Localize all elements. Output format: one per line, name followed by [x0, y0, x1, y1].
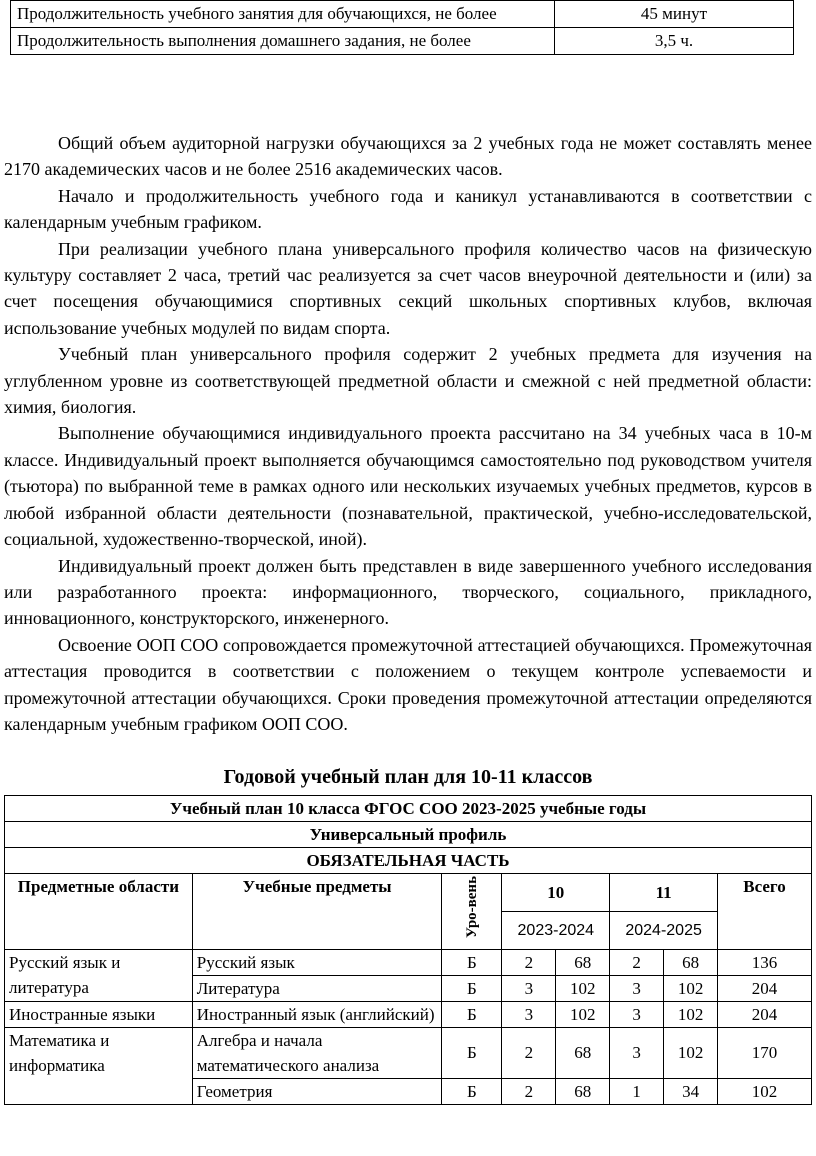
curriculum-table [4, 795, 812, 1105]
total-cell: 136 [718, 949, 812, 975]
subject-cell: Литература [192, 975, 442, 1001]
level-cell: Б [442, 1001, 502, 1027]
table-row [5, 949, 812, 975]
table-row [5, 1001, 812, 1027]
hours-cell: 68 [556, 1027, 610, 1078]
hours-cell: 34 [664, 1078, 718, 1104]
hours-cell: 68 [556, 949, 610, 975]
total-cell: 204 [718, 975, 812, 1001]
plan-title: Учебный план 10 класса ФГОС СОО 2023-2025 учебные годы [5, 796, 812, 822]
header-areas: Предметные области [5, 874, 193, 950]
level-cell: Б [442, 949, 502, 975]
table-row [11, 1, 794, 28]
level-cell: Б [442, 975, 502, 1001]
table-cell-label: Продолжительность учебного занятия для обучающихся, не более [11, 1, 555, 28]
hours-cell: 102 [556, 1001, 610, 1027]
hours-cell: 3 [610, 1001, 664, 1027]
header-year-11: 2024-2025 [610, 911, 718, 949]
hours-cell: 2 [502, 949, 556, 975]
subject-cell: Алгебра и начала математического анализа [192, 1027, 442, 1078]
table-cell-label: Продолжительность выполнения домашнего задания, не более [11, 28, 555, 55]
header-grade-10: 10 [502, 874, 610, 912]
header-level [442, 874, 502, 950]
table-row [5, 796, 812, 822]
hours-cell: 68 [664, 949, 718, 975]
total-cell: 204 [718, 1001, 812, 1027]
subject-cell: Русский язык [192, 949, 442, 975]
paragraph: Индивидуальный проект должен быть представлен в виде завершенного учебного исследования или разработанного проекта: информационного, творческого, социального, прикладного, инновационного, конструкторского, инженерного. [4, 555, 812, 629]
hours-cell: 102 [664, 1001, 718, 1027]
level-cell: Б [442, 1078, 502, 1104]
total-cell: 170 [718, 1027, 812, 1078]
paragraph: При реализации учебного плана универсального профиля количество часов на физическую культуру составляет 2 часа, третий час реализуется за счет часов внеурочной деятельности и (или) за счет посещения обучающимися спортивных секций школьных спортивных клубов, включая использование учебных модулей по видам спорта. [4, 238, 812, 338]
table-cell-value: 45 минут [555, 1, 794, 28]
table-cell-value: 3,5 ч. [555, 28, 794, 55]
area-cell: Иностранные языки [5, 1001, 193, 1027]
subject-cell: Геометрия [192, 1078, 442, 1104]
section-title: Годовой учебный план для 10-11 классов [223, 766, 593, 788]
hours-cell: 102 [556, 975, 610, 1001]
hours-cell: 102 [664, 975, 718, 1001]
table-header-row [5, 874, 812, 912]
total-cell: 102 [718, 1078, 812, 1104]
header-grade-11: 11 [610, 874, 718, 912]
header-total: Всего [718, 874, 812, 950]
area-cell: Математика и информатика [5, 1027, 193, 1104]
subject-cell: Иностранный язык (английский) [192, 1001, 442, 1027]
hours-cell: 68 [556, 1078, 610, 1104]
hours-cell: 2 [502, 1078, 556, 1104]
hours-cell: 3 [610, 1027, 664, 1078]
hours-cell: 3 [502, 1001, 556, 1027]
paragraph: Учебный план универсального профиля содержит 2 учебных предмета для изучения на углубленном уровне из соответствующей предметной области и смежной с ней предметной области: химия, биология. [4, 344, 812, 418]
hours-cell: 102 [664, 1027, 718, 1078]
table-row [5, 848, 812, 874]
hours-cell: 2 [502, 1027, 556, 1078]
hours-cell: 1 [610, 1078, 664, 1104]
paragraph: Начало и продолжительность учебного года и каникул устанавливаются в соответствии с календарным учебным графиком. [4, 185, 812, 233]
body-text [4, 130, 812, 737]
hours-cell: 3 [610, 975, 664, 1001]
level-cell: Б [442, 1027, 502, 1078]
area-cell: Русский язык и литература [5, 949, 193, 1001]
plan-profile: Универсальный профиль [5, 822, 812, 848]
header-level-text: Уро-вень [463, 876, 480, 938]
hours-cell: 2 [610, 949, 664, 975]
hours-cell: 3 [502, 975, 556, 1001]
header-year-10: 2023-2024 [502, 911, 610, 949]
paragraph: Выполнение обучающимися индивидуального проекта рассчитано на 34 учебных часа в 10-м классе. Индивидуальный проект выполняется обучающимся самостоятельно под руководством учителя (тьютора) по выбранной теме в рамках одного или нескольких изучаемых учебных предметов, курсов в любой избранной области деятельности (познавательной, практической, учебно-исследовательской, социальной, художественно-творческой, иной). [4, 423, 812, 550]
table-row [5, 1027, 812, 1078]
requirements-table [10, 0, 794, 55]
paragraph: Освоение ООП СОО сопровождается промежуточной аттестацией обучающихся. Промежуточная аттестация проводится в соответствии с положением о текущем контроле успеваемости и промежуточной аттестации обучающихся. Сроки проведения промежуточной аттестации определяются календарным учебным графиком ООП СОО. [4, 634, 812, 734]
header-subjects: Учебные предметы [192, 874, 442, 950]
plan-part: ОБЯЗАТЕЛЬНАЯ ЧАСТЬ [5, 848, 812, 874]
paragraph: Общий объем аудиторной нагрузки обучающихся за 2 учебных года не может составлять менее 2170 академических часов и не более 2516 академических часов. [4, 133, 812, 180]
table-row [5, 822, 812, 848]
table-row [11, 28, 794, 55]
